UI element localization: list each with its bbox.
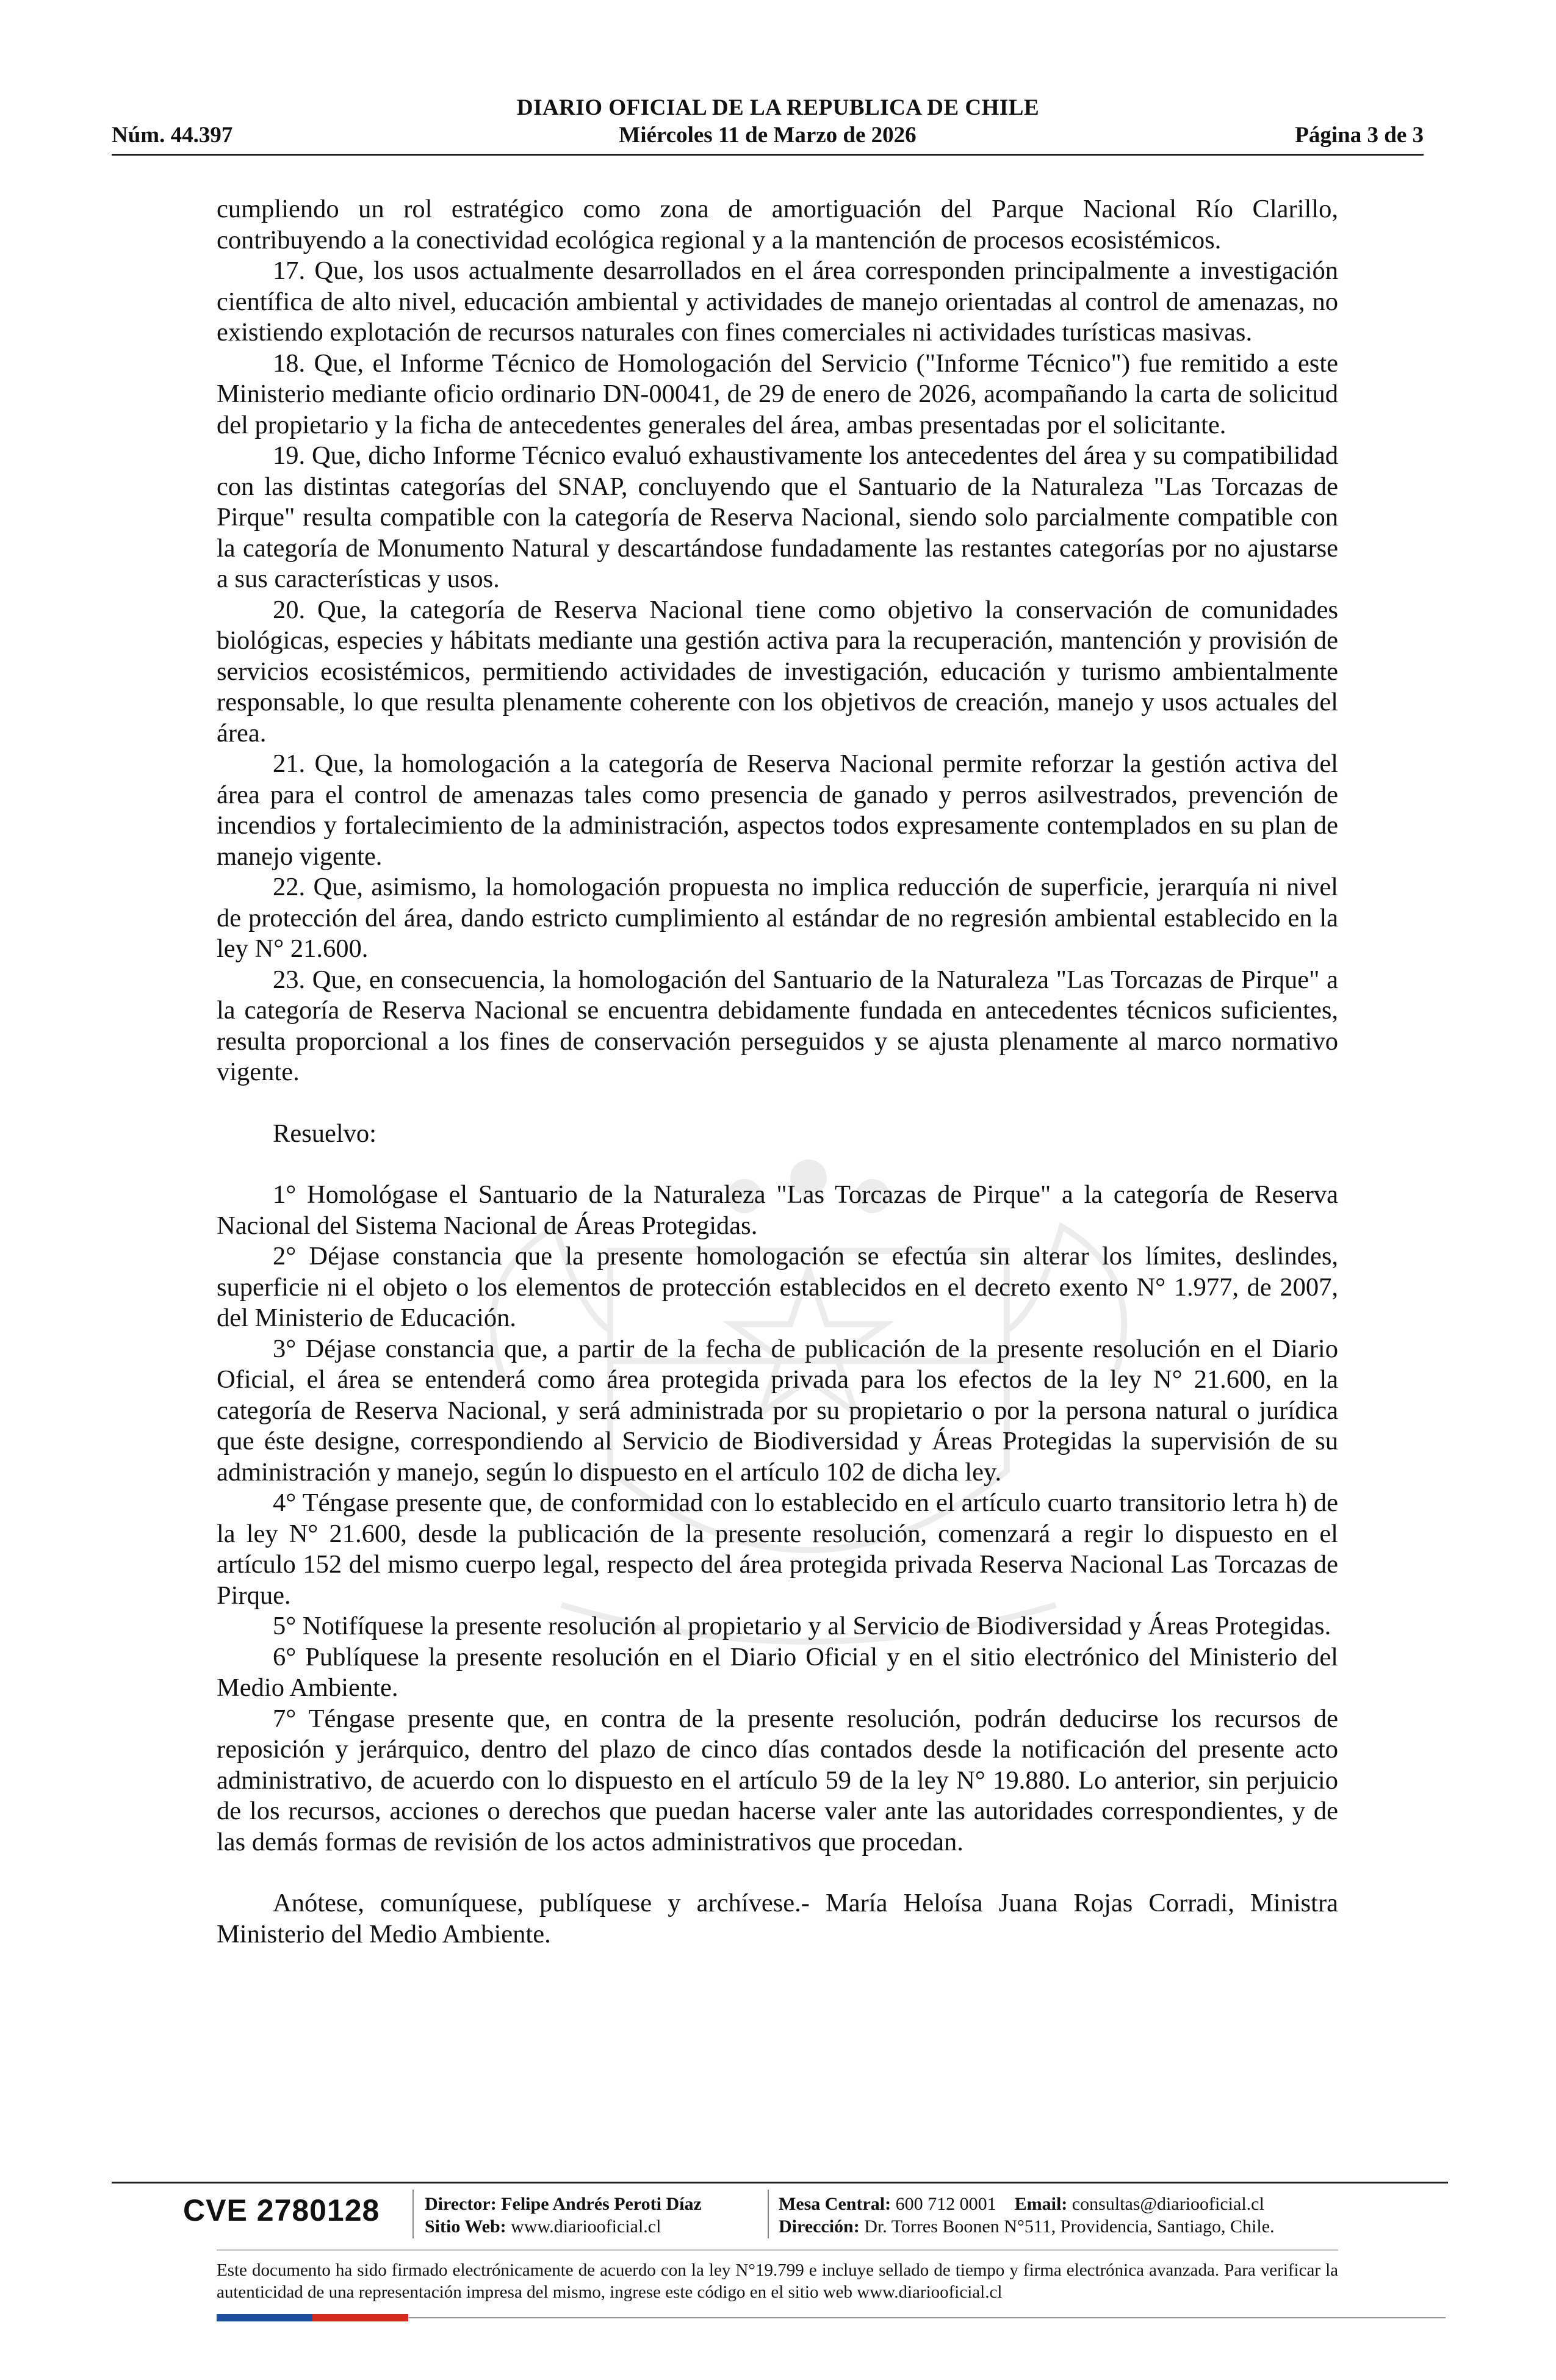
paragraph-21: 21. Que, la homologación a la categoría de Reserva Nacional permite reforzar la gestión activa del área para el control de amenazas tales como presencia de ganado y perros asilvestrados, prevención de incendios y fortalecimiento de la administración, aspectos todos expresamente contemplados en su plan de manejo vigente.: [217, 749, 1338, 871]
footer-divider: [112, 2182, 1448, 2183]
footer-separator: [768, 2190, 769, 2238]
flag-bar-red: [312, 2314, 408, 2321]
closing-signature: Anótese, comuníquese, publíquese y archívese.- María Heloísa Juana Rojas Corradi, Ministra Ministerio del Medio Ambiente.: [217, 1889, 1338, 1949]
paragraph-continuation: cumpliendo un rol estratégico como zona de amortiguación del Parque Nacional Río Clarillo, contribuyendo a la conectividad ecológica regional y a la mantención de procesos ecosistémicos.: [217, 195, 1338, 254]
resolution-1: 1° Homológase el Santuario de la Naturaleza "Las Torcazas de Pirque" a la categoría de Reserva Nacional del Sistema Nacional de Áreas Protegidas.: [217, 1180, 1338, 1240]
footer-contact-block: [779, 2193, 1275, 2238]
page-indicator: Página 3 de 3: [1295, 123, 1424, 148]
issue-date: Miércoles 11 de Marzo de 2026: [619, 123, 917, 148]
resolution-6: 6° Publíquese la presente resolución en el Diario Oficial y en el sitio electrónico del Ministerio del Medio Ambiente.: [217, 1642, 1338, 1702]
header-row: [112, 122, 1424, 149]
paragraph-18: 18. Que, el Informe Técnico de Homologación del Servicio ("Informe Técnico") fue remitido a este Ministerio mediante oficio ordinario DN-00041, de 29 de enero de 2026, acompañando la carta de solicitud del propietario y la ficha de antecedentes generales del área, ambas presentadas por el solicitante.: [217, 348, 1338, 439]
paragraph-22: 22. Que, asimismo, la homologación propuesta no implica reducción de superficie, jerarquía ni nivel de protección del área, dando estricto cumplimiento al estándar de no regresión ambiental establecido en la ley N° 21.600.: [217, 873, 1338, 963]
footer-separator: [412, 2190, 414, 2238]
cve-code: CVE 2780128: [183, 2193, 380, 2227]
paragraph-19: 19. Que, dicho Informe Técnico evaluó exhaustivamente los antecedentes del área y su compatibilidad con las distintas categorías del SNAP, concluyendo que el Santuario de la Naturaleza "Las Torcazas de Pirque" resulta compatible con la categoría de Reserva Nacional, siendo solo parcialmente compatible con la categoría de Monumento Natural y descartándose fundadamente las restantes categorías por no ajustarse a sus características y usos.: [217, 441, 1338, 593]
resolution-7: 7° Téngase presente que, en contra de la presente resolución, podrán deducirse los recursos de reposición y jerárquico, dentro del plazo de cinco días contados desde la notificación del presente acto administrativo, de acuerdo con lo dispuesto en el artículo 59 de la ley N° 19.880. Lo anterior, sin perjuicio de los recursos, acciones o derechos que puedan hacerse valer ante las autoridades correspondientes, y de las demás formas de revisión de los actos administrativos que procedan.: [217, 1704, 1338, 1856]
phone-label: Mesa Central:: [779, 2194, 891, 2214]
footer-bottom-line: [408, 2317, 1446, 2318]
resolution-4: 4° Téngase presente que, de conformidad con lo establecido en el artículo cuarto transitorio letra h) de la ley N° 21.600, desde la publicación de la presente resolución, comenzará a regir lo dispuesto en el artículo 152 del mismo cuerpo legal, respecto del área protegida privada Reserva Nacional Las Torcazas de Pirque.: [217, 1488, 1338, 1610]
footer-note-divider: [217, 2249, 1338, 2251]
address-label: Dirección:: [779, 2216, 860, 2237]
signature-note: Este documento ha sido firmado electrónicamente de acuerdo con la ley N°19.799 e incluye sellado de tiempo y firma electrónica avanzada. Para verificar la autenticidad de una representación impresa del mismo, ingrese este código en el sitio web www.diariooficial.cl: [217, 2260, 1338, 2302]
email-link[interactable]: consultas@diariooficial.cl: [1072, 2194, 1264, 2214]
phone-value: 600 712 0001: [895, 2194, 996, 2214]
director-label: Director:: [425, 2194, 497, 2214]
resolution-5: 5° Notifíquese la presente resolución al propietario y al Servicio de Biodiversidad y Áreas Protegidas.: [273, 1612, 1331, 1640]
resolution-3: 3° Déjase constancia que, a partir de la fecha de publicación de la presente resolución en el Diario Oficial, el área se entenderá como área protegida privada para los efectos de la ley N° 21.600, en la categoría de Reserva Nacional, y será administrada por su propietario o por la persona natural o jurídica que éste designe, correspondiendo al Servicio de Biodiversidad y Áreas Protegidas la supervisión de su administración y manejo, según lo dispuesto en el artículo 102 de dicha ley.: [217, 1334, 1338, 1487]
issue-number: Núm. 44.397: [112, 123, 233, 148]
email-label: Email:: [1014, 2194, 1068, 2214]
footer-director-block: [425, 2193, 702, 2238]
paragraph-20: 20. Que, la categoría de Reserva Nacional tiene como objetivo la conservación de comunidades biológicas, especies y hábitats mediante una gestión activa para la recuperación, mantención y provisión de servicios ecosistémicos, permitiendo actividades de investigación, educación y turismo ambientalmente responsable, lo que resulta plenamente coherente con los objetivos de creación, manejo y usos actuales del área.: [217, 595, 1338, 748]
site-link[interactable]: www.diariooficial.cl: [511, 2216, 661, 2237]
resuelvo-heading: Resuelvo:: [273, 1119, 376, 1148]
director-name: Felipe Andrés Peroti Díaz: [501, 2194, 702, 2214]
header-divider: [112, 154, 1424, 156]
newspaper-title: DIARIO OFICIAL DE LA REPUBLICA DE CHILE: [516, 95, 1040, 120]
flag-bar-blue: [217, 2314, 312, 2321]
site-label: Sitio Web:: [425, 2216, 506, 2237]
address-value: Dr. Torres Boonen N°511, Providencia, Santiago, Chile.: [864, 2216, 1275, 2237]
document-body: [217, 194, 1338, 1950]
paragraph-17: 17. Que, los usos actualmente desarrollados en el área corresponden principalmente a investigación científica de alto nivel, educación ambiental y actividades de manejo orientadas al control de amenazas, no existiendo explotación de recursos naturales con fines comerciales ni actividades turísticas masivas.: [217, 256, 1338, 347]
resolution-2: 2° Déjase constancia que la presente homologación se efectúa sin alterar los límites, deslindes, superficie ni el objeto o los elementos de protección establecidos en el decreto exento N° 1.977, de 2007, del Ministerio de Educación.: [217, 1242, 1338, 1332]
paragraph-23: 23. Que, en consecuencia, la homologación del Santuario de la Naturaleza "Las Torcazas de Pirque" a la categoría de Reserva Nacional se encuentra debidamente fundada en antecedentes técnicos suficientes, resulta proporcional a los fines de conservación perseguidos y se ajusta plenamente al marco normativo vigente.: [217, 965, 1338, 1086]
